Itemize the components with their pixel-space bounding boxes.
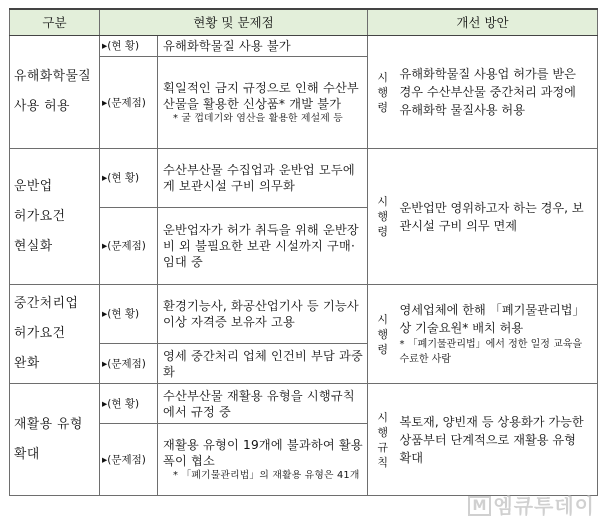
problem-label: ▸(문제점) [100,57,158,149]
problem-text: 획일적인 금지 규정으로 인해 수산부산물을 활용한 신상품* 개발 불가 [163,81,359,111]
problem-label: ▸(문제점) [100,344,158,384]
problem-text: 운반업자가 허가 취득을 위해 운반장비 외 불필요한 보관 시설까지 구매·임대 중 [158,208,368,285]
improvement-cell [398,36,598,149]
legal-level: 시 행 령 [368,36,398,149]
watermark-box: M [468,496,491,516]
table-header [10,9,598,36]
category-line: 확대 [14,446,40,462]
header-category: 구분 [10,9,100,36]
improvement-text: 유해화학물질 사용업 허가를 받은 경우 수산부산물 중간처리 과정에 유해화학 물질사용 허용 [399,67,576,117]
category-cell [10,36,100,149]
problem-note: * 「폐기물관리법」의 재활용 유형은 41개 [173,470,360,481]
status-label: ▸(현 황) [100,149,158,208]
header-improvement: 개선 방안 [368,9,598,36]
category-line: 완화 [14,356,40,371]
table-row [10,149,598,208]
category-line: 중간처리업 [14,296,79,311]
status-label: ▸(현 황) [100,36,158,57]
category-cell [10,285,100,384]
problem-note: * 굴 껍데기와 염산을 활용한 제설제 등 [173,113,343,124]
improvement-cell [398,384,598,496]
improvement-table [9,8,598,496]
category-line: 허가요건 [14,208,66,224]
status-label: ▸(현 황) [100,384,158,424]
category-line: 현실화 [14,238,53,254]
problem-cell [158,57,368,149]
improvement-text: 운반업만 영위하고자 하는 경우, 보관시설 구비 의무 면제 [399,200,584,233]
watermark-logo [468,490,595,519]
status-text: 환경기능사, 화공산업기사 등 기능사 이상 자격증 보유자 고용 [158,285,368,344]
improvement-text: 복토재, 양빈재 등 상용화가 가능한 상품부터 단계적으로 재활용 유형 확대 [399,414,584,465]
problem-label: ▸(문제점) [100,424,158,496]
legal-level: 시 행 규 칙 [368,384,398,496]
status-label: ▸(현 황) [100,285,158,344]
watermark-text: 엠큐투데이 [493,494,595,518]
improvement-cell [398,149,598,285]
table-row [10,285,598,344]
problem-cell [158,424,368,496]
category-line: 재활용 유형 [14,416,83,432]
category-line: 사용 허용 [14,99,71,114]
category-line: 허가요건 [14,326,66,341]
problem-text: 영세 중간처리 업체 인건비 부담 과중화 [158,344,368,384]
legal-level: 시 행 령 [368,285,398,384]
problem-label: ▸(문제점) [100,208,158,285]
category-line: 운반업 [14,178,53,194]
category-cell [10,149,100,285]
status-text: 수산부산물 수집업과 운반업 모두에게 보관시설 구비 의무화 [158,149,368,208]
status-text: 유해화학물질 사용 불가 [158,36,368,57]
improvement-cell [398,285,598,384]
category-line: 유해화학물질 [14,69,92,84]
category-cell [10,384,100,496]
table-row [10,384,598,424]
improvement-note: * 「폐기물관리법」에서 정한 일정 교육을 수료한 사람 [399,339,583,365]
header-status-problem: 현황 및 문제점 [100,9,368,36]
problem-text: 재활용 유형이 19개에 불과하여 활용폭이 협소 [163,438,363,468]
table-row [10,36,598,57]
status-text: 수산부산물 재활용 유형을 시행규칙에서 규정 중 [158,384,368,424]
improvement-text: 영세업체에 한해 「폐기물관리법」상 기술요원* 배치 허용 [399,303,585,335]
legal-level: 시 행 령 [368,149,398,285]
